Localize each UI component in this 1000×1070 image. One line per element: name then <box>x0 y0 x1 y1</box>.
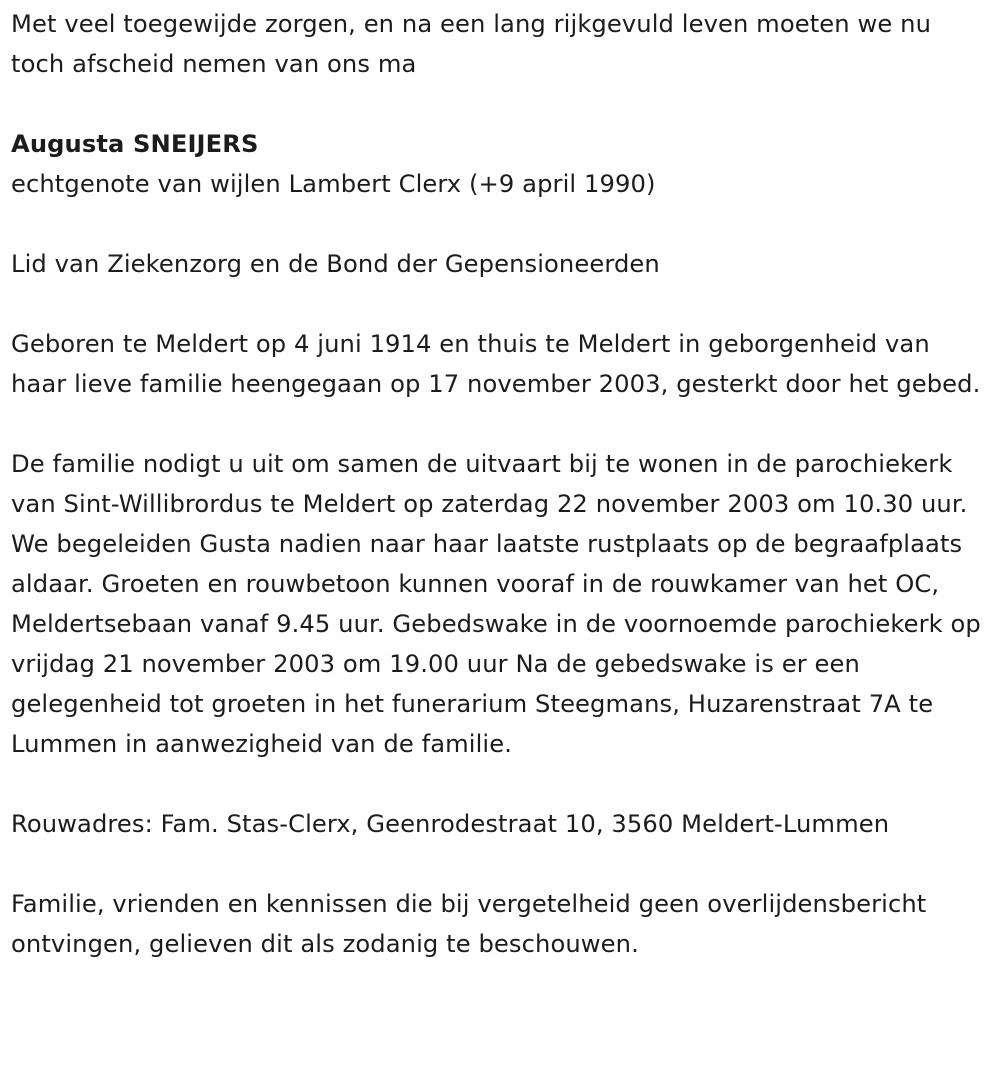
spouse-line: echtgenote van wijlen Lambert Clerx (+9 april 1990) <box>11 170 656 198</box>
funeral-paragraph: De familie nodigt u uit om samen de uitvaart bij te wonen in de parochiekerk van Sint-Willibrordus te Meldert op zaterdag 22 november 2003 om 10.30 uur. We begeleiden Gusta nadien naar haar laatste rustplaats op de begraafplaats aldaar. Groeten en rouwbetoon kunnen vooraf in de rouwkamer van het OC, Meldertsebaan vanaf 9.45 uur. Gebedswake in de voornoemde parochiekerk op vrijdag 21 november 2003 om 19.00 uur Na de gebedswake is er een gelegenheid tot groeten in het funerarium Steegmans, Huzarenstraat 7A te Lummen in aanwezigheid van de familie. <box>11 450 981 758</box>
closing-paragraph: Familie, vrienden en kennissen die bij vergetelheid geen overlijdensbericht ontvingen, gelieven dit als zodanig te beschouwen. <box>11 890 927 958</box>
intro-paragraph: Met veel toegewijde zorgen, en na een lang rijkgevuld leven moeten we nu toch afscheid nemen van ons ma <box>11 10 932 78</box>
deceased-name: Augusta SNEIJERS <box>11 130 259 158</box>
birth-death-paragraph: Geboren te Meldert op 4 juni 1914 en thuis te Meldert in geborgenheid van haar lieve familie heengegaan op 17 november 2003, gesterkt door het gebed. <box>11 330 981 398</box>
membership-paragraph: Lid van Ziekenzorg en de Bond der Gepensioneerden <box>11 250 660 278</box>
obituary-notice <box>11 4 986 964</box>
address-paragraph: Rouwadres: Fam. Stas-Clerx, Geenrodestraat 10, 3560 Meldert-Lummen <box>11 810 890 838</box>
